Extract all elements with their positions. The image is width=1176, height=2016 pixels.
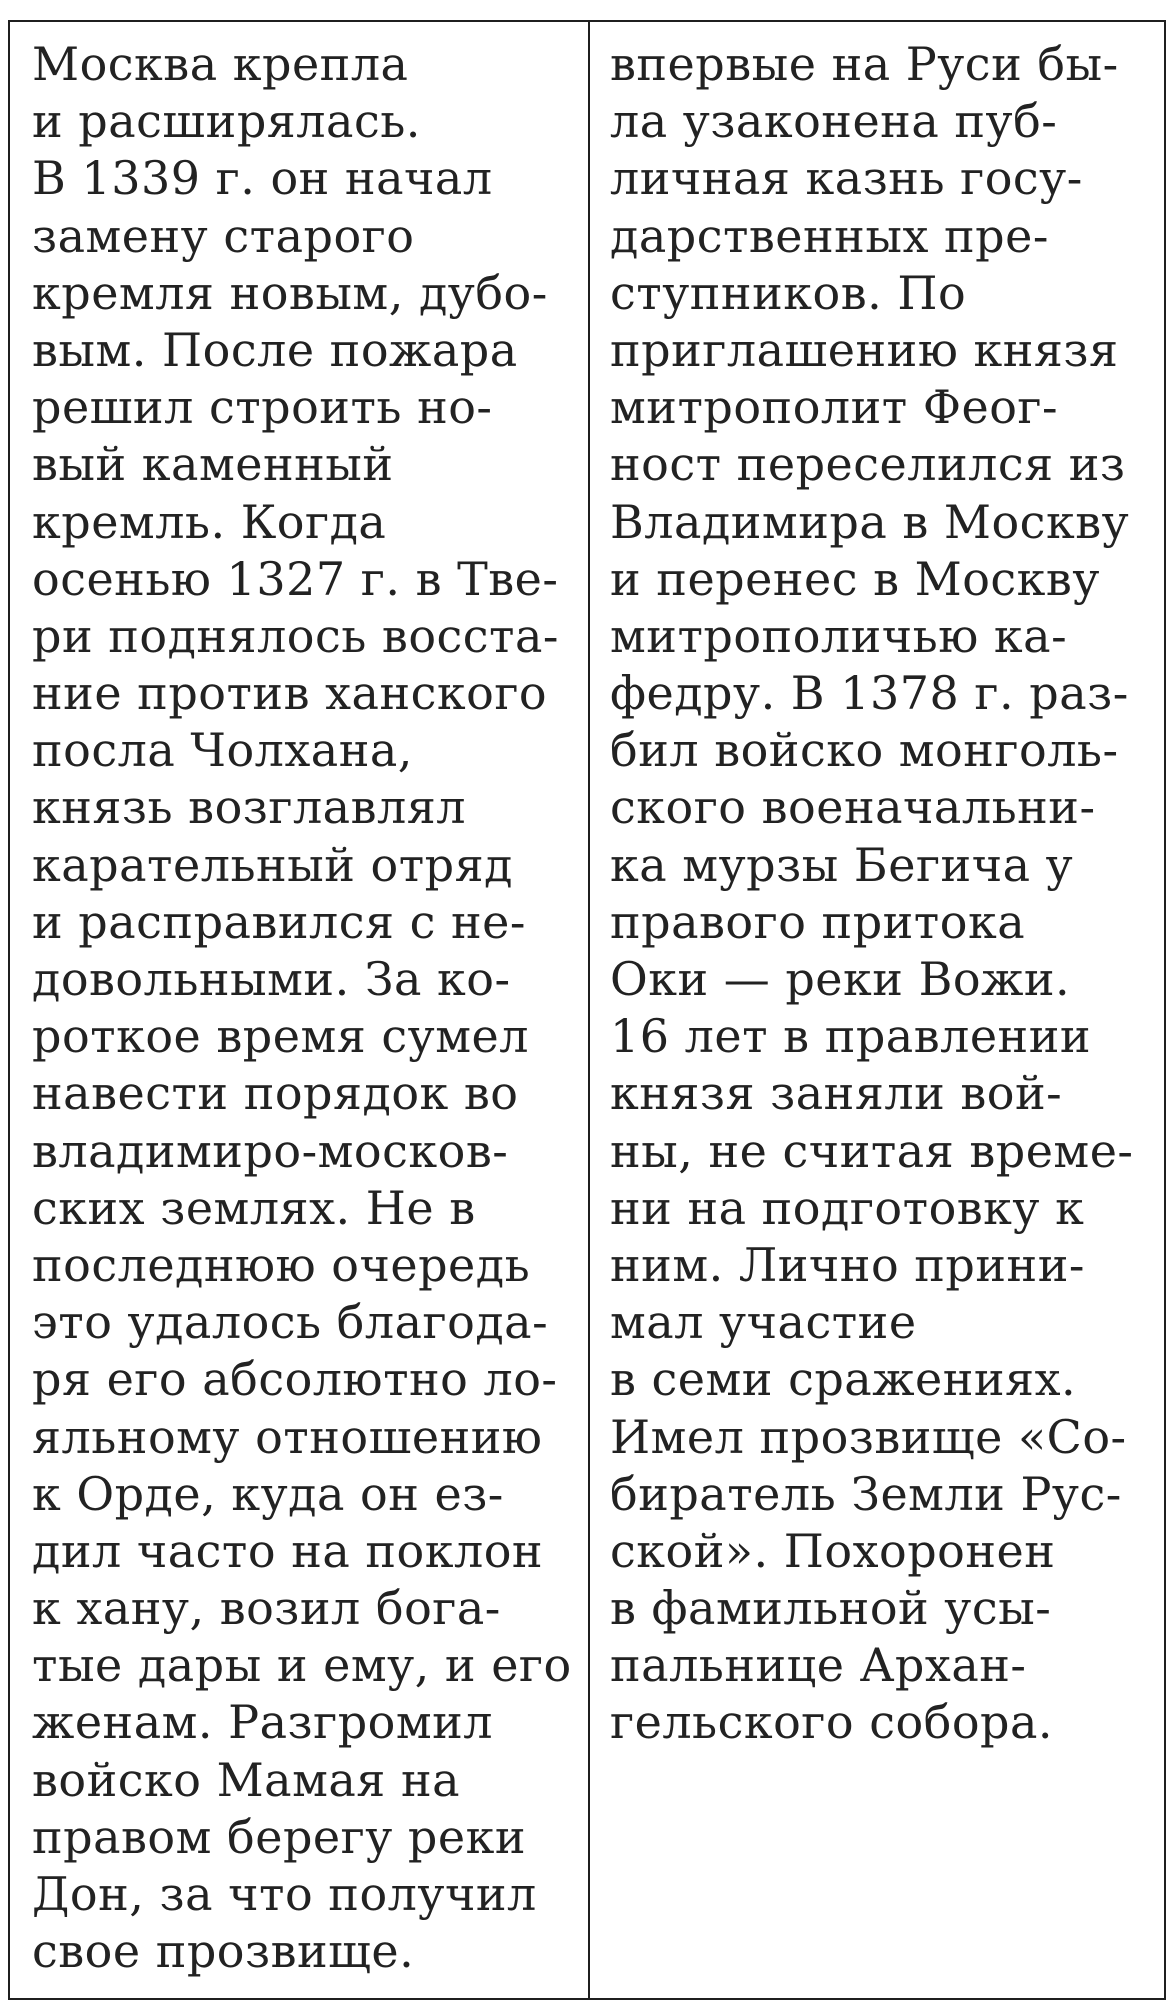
left-column-line: к хану, возил бога- [32,1581,501,1636]
left-column-line: ря его абсолютно ло- [32,1352,558,1407]
left-column-line: кремль. Когда [32,494,387,549]
left-column-line: Дон, за что получил [32,1867,537,1921]
left-column-line: тые дары и ему, и его [32,1638,572,1693]
right-column-line: митрополит Феог- [610,380,1059,435]
column-divider [588,22,590,1998]
left-column-line: навести порядок во [32,1066,519,1121]
left-column-line: кремля новым, дубо- [32,265,548,320]
right-column-line: митрополичью ка- [610,608,1068,663]
right-column-line: и перенес в Москву [610,551,1100,606]
right-column-line: приглашению князя [610,322,1119,377]
left-column-line: роткое время сумел [32,1009,529,1064]
right-column-line: правого притока [610,894,1026,949]
right-column-line: пальнице Архан- [610,1638,1027,1693]
right-column-line: биратель Земли Рус- [610,1466,1122,1521]
right-column-line: личная казнь госу- [610,151,1083,206]
left-column-line: карательный отряд [32,837,513,892]
right-column-line: ла узаконена пуб- [610,94,1058,149]
right-column-line: федру. В 1378 г. раз- [610,666,1129,721]
right-column-line: князя заняли вой- [610,1066,1063,1121]
right-column-line: в семи сражениях. [610,1352,1077,1407]
right-column-line: ним. Лично прини- [610,1237,1085,1292]
text-table [8,20,1166,2000]
left-column-line: дил часто на поклон [32,1523,544,1578]
left-column-line: и расширялась. [32,94,421,149]
right-column-line: Оки — реки Вожи. [610,952,1071,1006]
right-column-line: бил войско монголь- [610,723,1119,778]
right-column-line: гельского собора. [610,1695,1054,1750]
right-column-line: ской». Похоронен [610,1523,1056,1578]
left-column-line: Москва крепла [32,37,409,91]
right-column-line: ступников. По [610,265,967,320]
left-column-line: последнюю очередь [32,1237,531,1292]
left-column-line: осенью 1327 г. в Тве- [32,551,559,606]
right-column-line: 16 лет в правлении [610,1009,1092,1064]
left-column-line: это удалось благода- [32,1295,549,1350]
left-column-line: посла Чолхана, [32,723,413,778]
left-column-line: и расправился с не- [32,894,526,949]
right-column-line: ни на подготовку к [610,1180,1085,1235]
right-column-line: ка мурзы Бегича у [610,837,1074,892]
left-column-line: войско Мамая на [32,1752,461,1807]
left-column-line: довольными. За ко- [32,952,511,1006]
right-column-line: впервые на Руси бы- [610,37,1119,91]
left-column-line: свое прозвище. [32,1924,415,1979]
left-column-line: князь возглавлял [32,780,466,835]
right-column-line: Владимира в Москву [610,494,1130,549]
left-column-line: вым. После пожара [32,322,518,377]
left-column-line: вый каменный [32,437,394,492]
left-column-line: В 1339 г. он начал [32,151,493,206]
right-column-line: ского военачальни- [610,780,1096,835]
right-column-line: ност переселился из [610,437,1126,492]
right-column-line: Имел прозвище «Со- [610,1409,1127,1464]
right-column-line: ны, не считая време- [610,1123,1134,1178]
left-column-line: к Орде, куда он ез- [32,1466,504,1521]
right-column-line: мал участие [610,1295,917,1350]
left-column-line: замену старого [32,208,415,263]
left-column-line: ри поднялось восста- [32,608,559,663]
right-column-line: в фамильной усы- [610,1581,1052,1636]
right-column-line: дарственных пре- [610,208,1049,263]
left-column-line: решил строить но- [32,380,493,435]
left-column-line: женам. Разгромил [32,1695,494,1750]
left-column-line: ние против ханского [32,666,548,721]
left-column-line: ских землях. Не в [32,1180,476,1235]
left-column-line: яльному отношению [32,1409,543,1464]
left-column [32,22,588,1980]
left-column-line: владимиро-москов- [32,1123,509,1178]
left-column-line: правом берегу реки [32,1809,526,1864]
right-column [610,22,1166,1752]
